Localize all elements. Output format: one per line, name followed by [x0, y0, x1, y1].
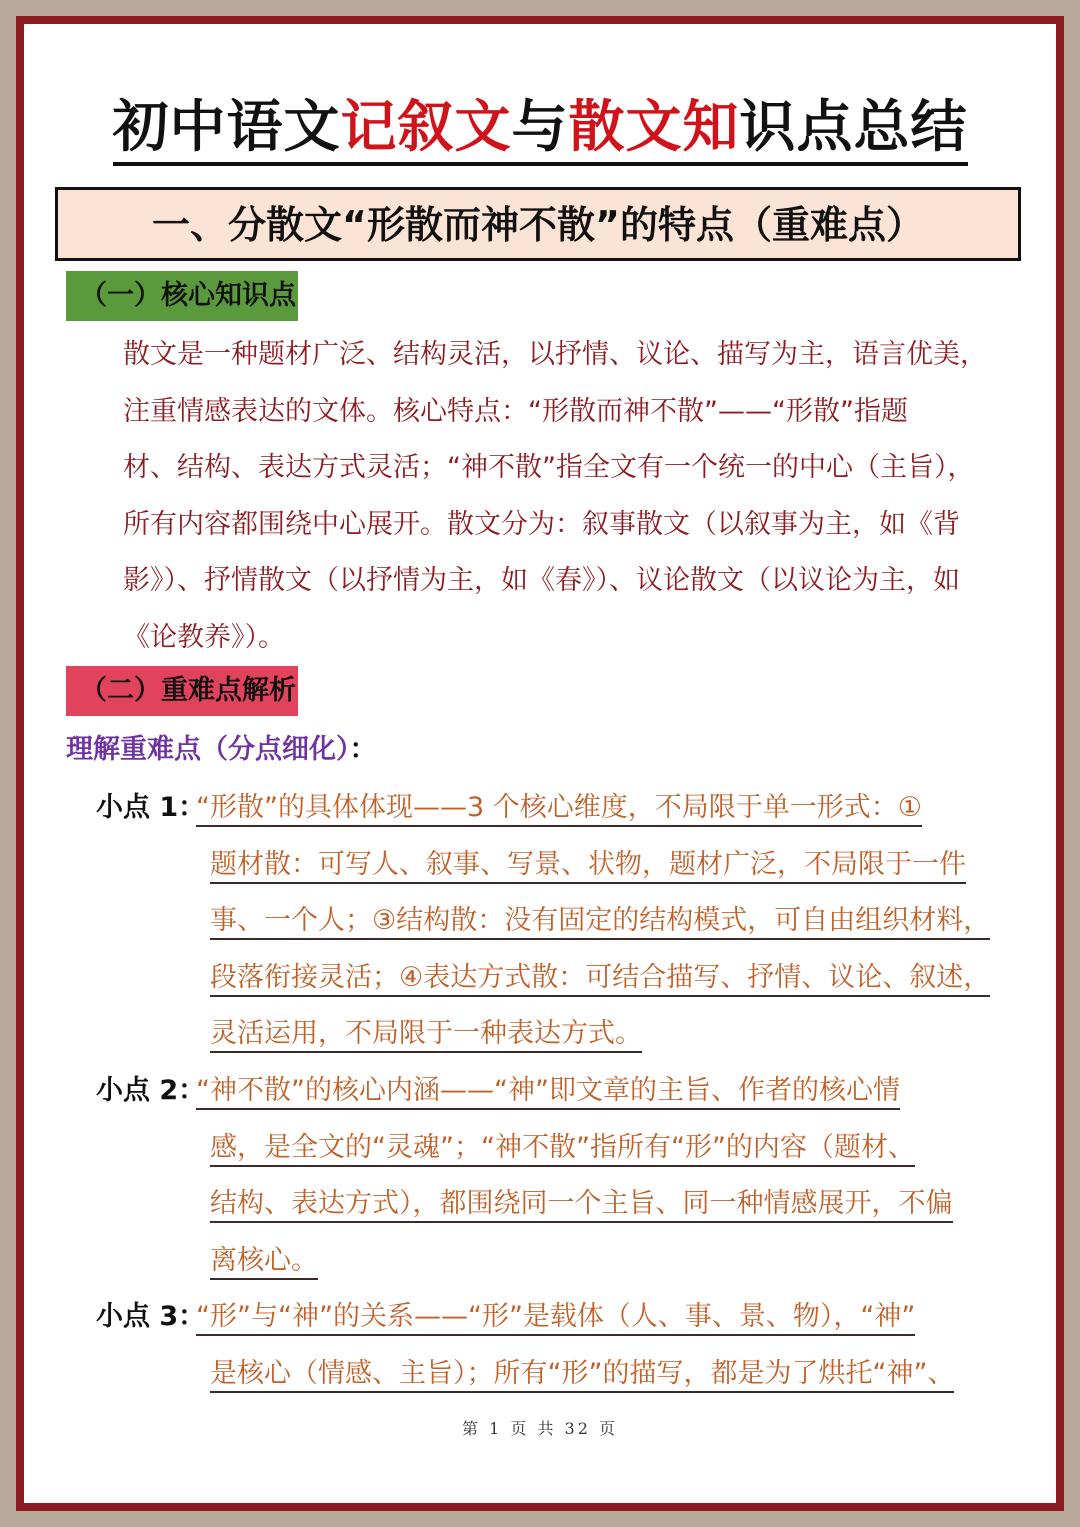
point-text [196, 1289, 1016, 1402]
point-text [196, 780, 1016, 1063]
core-line: 注重情感表达的文体。核心特点：“形散而神不散”——“形散”指题 [123, 395, 908, 427]
document-title [0, 92, 1080, 166]
understanding-heading [66, 727, 377, 773]
core-line: 材、结构、表达方式灵活；“神不散”指全文有一个统一的中心（主旨）， [123, 452, 975, 484]
point-line: “形”与“神”的关系——“形”是载体（人、事、景、物），“神” [196, 1289, 1016, 1346]
core-line: 影》）、抒情散文（以抒情为主，如《春》）、议论散文（以议论为主，如 [123, 565, 960, 597]
understanding-label: 理解重难点（分点细化） [66, 734, 350, 765]
point-line: 段落衔接灵活；④表达方式散：可结合描写、抒情、议论、叙述， [196, 950, 1016, 1007]
point-line: “形散”的具体体现——3 个核心维度，不局限于单一形式：① [196, 780, 1016, 837]
point-label: 小点 1： [96, 792, 206, 823]
title-part-5: 识点总结 [739, 95, 968, 160]
title-part-1: 初中语文 [112, 95, 341, 160]
understanding-colon: ： [349, 734, 377, 765]
point-line: 结构、表达方式），都围绕同一个主旨、同一种情感展开，不偏 [196, 1176, 1016, 1233]
point-line: 事、一个人；③结构散：没有固定的结构模式，可自由组织材料， [196, 893, 1016, 950]
core-paragraph [123, 327, 1015, 667]
point-line: “神不散”的核心内涵——“神”即文章的主旨、作者的核心情 [196, 1063, 1016, 1120]
title-part-4: 散文知 [568, 95, 740, 160]
point-line: 题材散：可写人、叙事、写景、状物，题材广泛，不局限于一件 [196, 837, 1016, 894]
tag-key-analysis: （二）重难点解析 [66, 666, 298, 716]
core-line: 散文是一种题材广泛、结构灵活，以抒情、议论、描写为主，语言优美， [123, 339, 987, 370]
page-number: 第 1 页 共 32 页 [462, 1419, 618, 1438]
point-line: 是核心（情感、主旨）；所有“形”的描写，都是为了烘托“神”、 [196, 1346, 1016, 1403]
tag-core-knowledge: （一）核心知识点 [66, 271, 298, 321]
core-line: 《论教养》）。 [123, 621, 285, 653]
core-line: 所有内容都围绕中心展开。散文分为：叙事散文（以叙事为主，如《背 [123, 508, 960, 540]
section-heading: 一、分散文“形散而神不散”的特点（重难点） [55, 187, 1021, 261]
point-text [196, 1063, 1016, 1289]
title-part-3: 与 [511, 95, 569, 160]
point-label: 小点 2： [96, 1075, 206, 1106]
point-line: 灵活运用，不局限于一种表达方式。 [196, 1006, 1016, 1063]
point-line: 感，是全文的“灵魂”；“神不散”指所有“形”的内容（题材、 [196, 1120, 1016, 1177]
point-label: 小点 3： [96, 1301, 206, 1332]
title-part-2: 记叙文 [340, 95, 512, 160]
point-line: 离核心。 [196, 1233, 1016, 1290]
